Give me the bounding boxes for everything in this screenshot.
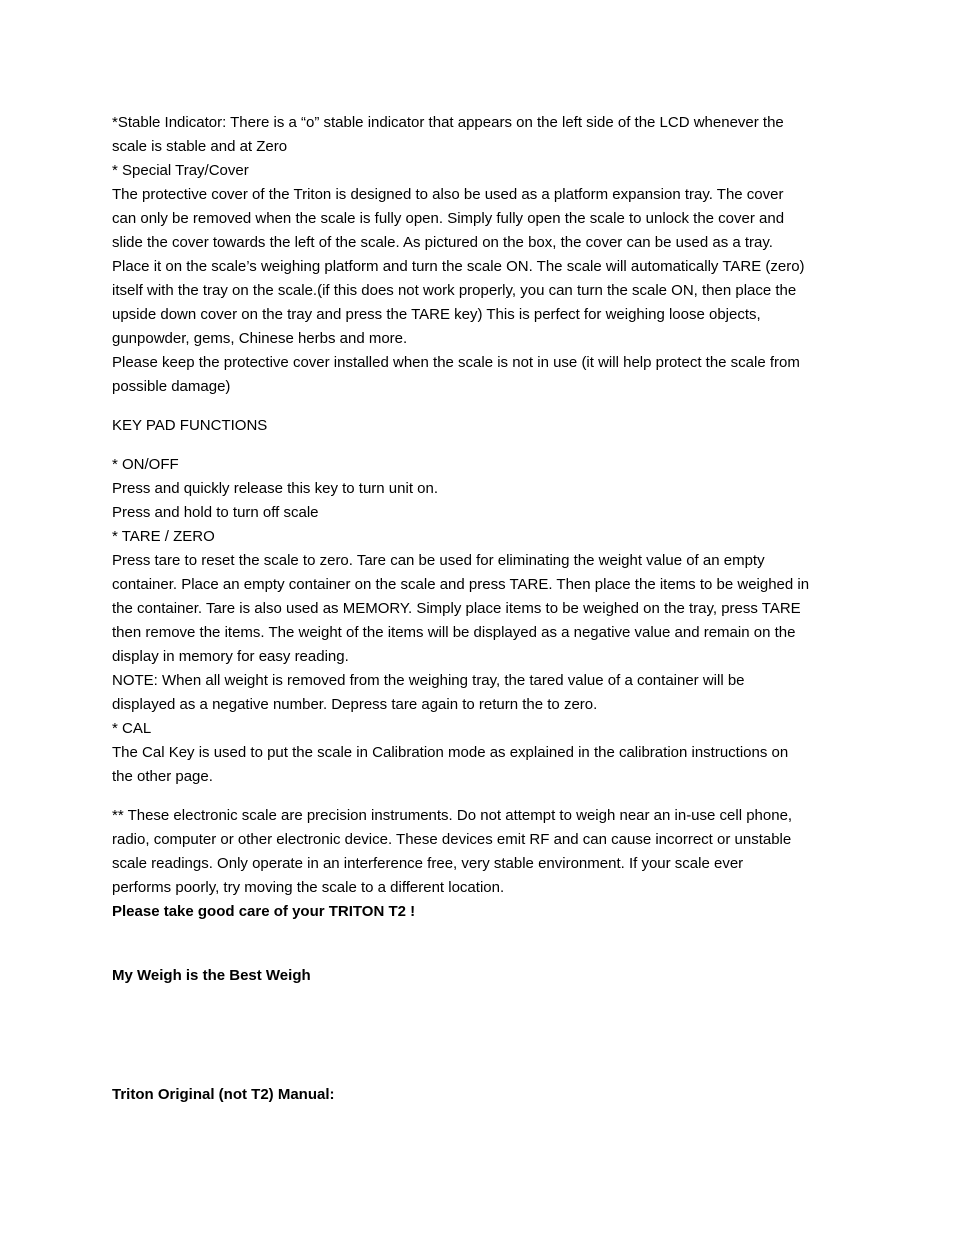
spacer <box>112 399 844 414</box>
text-line: radio, computer or other electronic device. These devices emit RF and can cause incorrect or unstable <box>112 831 792 848</box>
special-tray-section <box>112 159 844 399</box>
text-line: the other page. <box>112 768 213 785</box>
care-note: Please take good care of your TRITON T2 ! <box>112 903 416 920</box>
manual-page <box>112 111 844 1107</box>
keypad-heading: KEY PAD FUNCTIONS <box>112 417 268 434</box>
original-manual-heading: Triton Original (not T2) Manual: <box>112 1086 335 1103</box>
text-line: gunpowder, gems, Chinese herbs and more. <box>112 330 408 347</box>
text-line: The Cal Key is used to put the scale in Calibration mode as explained in the calibration instructions on <box>112 744 789 761</box>
text-line: scale is stable and at Zero <box>112 138 288 155</box>
text-line: performs poorly, try moving the scale to a different location. <box>112 879 505 896</box>
slogan: My Weigh is the Best Weigh <box>112 967 311 984</box>
warning-section <box>112 804 844 924</box>
text-line: Place it on the scale’s weighing platform and turn the scale ON. The scale will automatically TARE (zero) <box>112 258 805 275</box>
text-line: then remove the items. The weight of the items will be displayed as a negative value and remain on the <box>112 624 796 641</box>
section-heading: * Special Tray/Cover <box>112 162 249 179</box>
cal-heading: * CAL <box>112 720 152 737</box>
text-line: upside down cover on the tray and press the TARE key) This is perfect for weighing loose objects, <box>112 306 761 323</box>
text-line: container. Place an empty container on the scale and press TARE. Then place the items to be weighed in <box>112 576 810 593</box>
text-line: the container. Tare is also used as MEMORY. Simply place items to be weighed on the tray, press TARE <box>112 600 801 617</box>
text-line: scale readings. Only operate in an interference free, very stable environment. If your scale ever <box>112 855 744 872</box>
text-line: itself with the tray on the scale.(if this does not work properly, you can turn the scale ON, then place the <box>112 282 797 299</box>
spacer <box>112 924 844 964</box>
text-line: Please keep the protective cover installed when the scale is not in use (it will help protect the scale from <box>112 354 800 371</box>
text-line: can only be removed when the scale is fully open. Simply fully open the scale to unlock the cover and <box>112 210 785 227</box>
text-line: slide the cover towards the left of the scale. As pictured on the box, the cover can be used as a tray. <box>112 234 773 251</box>
text-line: Press tare to reset the scale to zero. Tare can be used for eliminating the weight value of an empty <box>112 552 765 569</box>
text-line: *Stable Indicator: There is a “o” stable indicator that appears on the left side of the LCD whenever the <box>112 114 784 131</box>
keypad-section <box>112 453 844 789</box>
text-line: The protective cover of the Triton is designed to also be used as a platform expansion tray. The cover <box>112 186 784 203</box>
text-line: NOTE: When all weight is removed from the weighing tray, the tared value of a container will be <box>112 672 745 689</box>
text-line: Press and quickly release this key to turn unit on. <box>112 480 439 497</box>
spacer <box>112 438 844 453</box>
spacer <box>112 789 844 804</box>
stable-indicator-section <box>112 111 844 159</box>
on-off-heading: * ON/OFF <box>112 456 179 473</box>
text-line: display in memory for easy reading. <box>112 648 349 665</box>
spacer <box>112 988 844 1083</box>
tare-heading: * TARE / ZERO <box>112 528 215 545</box>
text-line: displayed as a negative number. Depress tare again to return the to zero. <box>112 696 598 713</box>
text-line: Press and hold to turn off scale <box>112 504 319 521</box>
text-line: ** These electronic scale are precision instruments. Do not attempt to weigh near an in-use cell phone, <box>112 807 793 824</box>
text-line: possible damage) <box>112 378 231 395</box>
